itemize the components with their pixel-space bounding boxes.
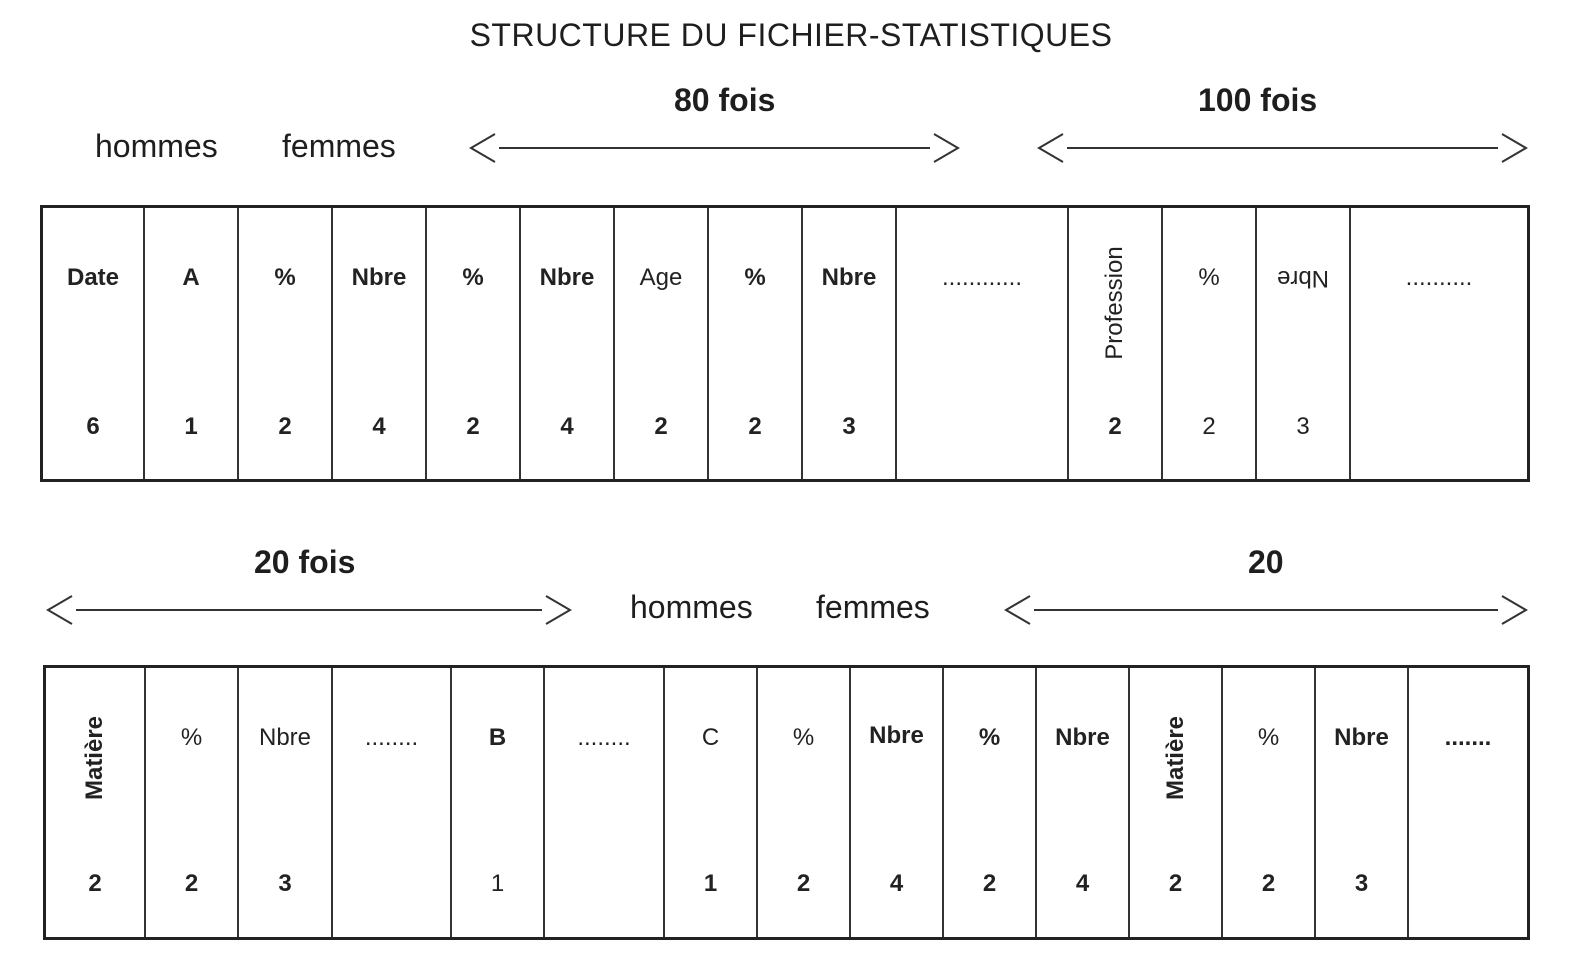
field-percent bbox=[146, 668, 239, 937]
field-b bbox=[452, 668, 545, 937]
field-length: 2 bbox=[1202, 413, 1216, 440]
field-label: % bbox=[978, 724, 1001, 751]
field-label-wrap bbox=[1257, 264, 1349, 292]
field-label: % bbox=[1257, 724, 1280, 751]
field-nbre bbox=[1316, 668, 1409, 937]
field-label: ........ bbox=[364, 724, 419, 751]
field-length: 2 bbox=[654, 413, 668, 440]
field-percent bbox=[944, 668, 1037, 937]
field-nbre-inverted bbox=[1257, 208, 1351, 479]
field-label: % bbox=[462, 264, 484, 291]
repeat-80-label: 80 fois bbox=[674, 82, 776, 118]
field-matiere bbox=[46, 668, 146, 937]
field-length: 2 bbox=[1168, 870, 1183, 897]
field-nbre bbox=[333, 208, 427, 479]
field-label: % bbox=[1198, 264, 1220, 291]
field-label: C bbox=[701, 724, 720, 751]
field-label: % bbox=[744, 264, 766, 291]
repeat-20-fois-arrow bbox=[44, 590, 574, 630]
field-length: 3 bbox=[1296, 413, 1310, 440]
field-length: 2 bbox=[1108, 413, 1122, 440]
field-length: 1 bbox=[184, 413, 198, 440]
field-profession bbox=[1069, 208, 1163, 479]
field-ellipsis bbox=[333, 668, 452, 937]
field-length: 2 bbox=[796, 870, 811, 897]
field-percent bbox=[709, 208, 803, 479]
field-label: Age bbox=[639, 264, 683, 291]
field-label: Matière bbox=[81, 715, 108, 801]
field-label: Date bbox=[66, 264, 120, 291]
field-date bbox=[43, 208, 145, 479]
field-label: A bbox=[182, 264, 200, 291]
field-a bbox=[145, 208, 239, 479]
field-nbre bbox=[521, 208, 615, 479]
field-ellipsis bbox=[897, 208, 1069, 479]
field-length: 4 bbox=[889, 870, 904, 897]
field-length: 2 bbox=[88, 870, 102, 897]
field-length: 3 bbox=[278, 870, 292, 897]
field-ellipsis bbox=[1351, 208, 1527, 479]
field-length: 2 bbox=[1261, 870, 1276, 897]
repeat-20-label: 20 bbox=[1248, 544, 1284, 580]
field-length: 2 bbox=[982, 870, 997, 897]
field-length: 4 bbox=[1075, 870, 1090, 897]
field-percent bbox=[1163, 208, 1257, 479]
field-label: Nbre bbox=[258, 724, 312, 751]
repeat-20-fois-label: 20 fois bbox=[254, 544, 356, 580]
field-percent bbox=[239, 208, 333, 479]
field-age bbox=[615, 208, 709, 479]
field-length: 1 bbox=[490, 870, 505, 897]
bottom-hommes-label: hommes bbox=[630, 589, 753, 625]
field-length: 6 bbox=[86, 413, 100, 440]
field-label: Matière bbox=[1161, 715, 1189, 801]
field-length: 4 bbox=[560, 413, 574, 440]
field-label: % bbox=[792, 724, 815, 751]
top-femmes-label: femmes bbox=[282, 128, 396, 164]
field-label: Nbre bbox=[1055, 724, 1110, 751]
field-percent bbox=[1223, 668, 1316, 937]
field-matiere bbox=[1130, 668, 1223, 937]
field-label: ........ bbox=[577, 724, 631, 751]
field-c bbox=[665, 668, 758, 937]
top-hommes-label: hommes bbox=[95, 128, 218, 164]
field-nbre bbox=[1037, 668, 1130, 937]
field-percent bbox=[758, 668, 851, 937]
bottom-femmes-label: femmes bbox=[816, 589, 930, 625]
repeat-20-arrow bbox=[1002, 590, 1530, 630]
field-nbre bbox=[803, 208, 897, 479]
field-label: .......... bbox=[1405, 264, 1473, 291]
field-label: Nbre bbox=[821, 264, 877, 291]
diagram-title: STRUCTURE DU FICHIER-STATISTIQUES bbox=[469, 17, 1113, 53]
field-length: 3 bbox=[842, 413, 856, 440]
field-label: % bbox=[274, 264, 296, 291]
field-label: Nbre bbox=[869, 722, 924, 749]
field-percent bbox=[427, 208, 521, 479]
field-nbre bbox=[239, 668, 333, 937]
field-label: ............ bbox=[941, 264, 1022, 291]
field-label: Nbre bbox=[1334, 724, 1389, 751]
repeat-80-arrow bbox=[467, 128, 962, 168]
field-label: Nbre bbox=[351, 264, 407, 291]
field-label: % bbox=[180, 724, 203, 751]
field-label: Profession bbox=[1101, 246, 1128, 360]
field-length: 4 bbox=[372, 413, 386, 440]
field-length: 3 bbox=[1354, 870, 1369, 897]
field-label: ....... bbox=[1444, 724, 1492, 751]
field-length: 1 bbox=[703, 870, 718, 897]
field-length: 2 bbox=[278, 413, 292, 440]
field-length: 2 bbox=[748, 413, 762, 440]
field-ellipsis bbox=[545, 668, 665, 937]
repeat-100-label: 100 fois bbox=[1198, 82, 1318, 118]
field-length: 2 bbox=[466, 413, 480, 440]
field-label: B bbox=[488, 724, 507, 751]
top-record bbox=[40, 205, 1530, 482]
field-nbre bbox=[851, 668, 944, 937]
field-ellipsis bbox=[1409, 668, 1527, 937]
field-label: Nbre bbox=[1276, 265, 1330, 292]
field-label: Nbre bbox=[539, 264, 595, 291]
field-length: 2 bbox=[184, 870, 199, 897]
repeat-100-arrow bbox=[1035, 128, 1530, 168]
bottom-record bbox=[43, 665, 1530, 940]
